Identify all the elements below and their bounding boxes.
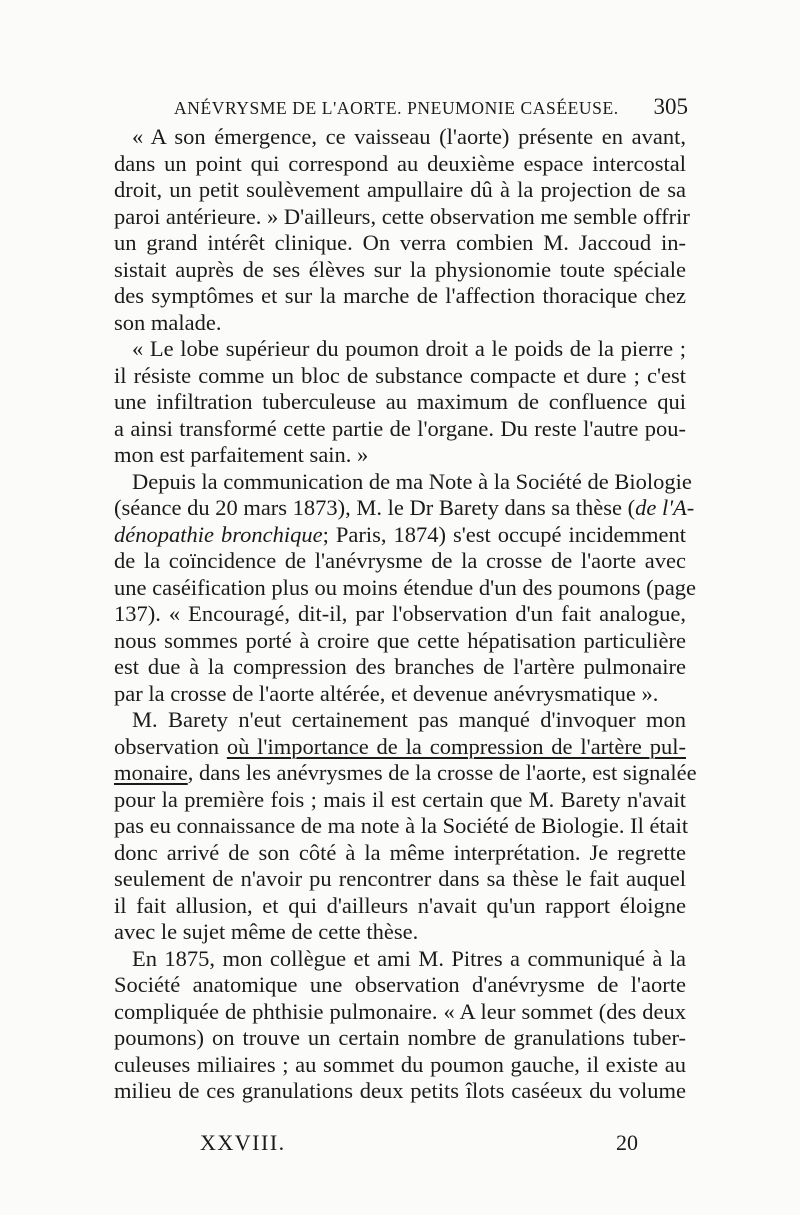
text-line: « Le lobe supérieur du poumon droit a le poids de la pierre ; — [132, 336, 686, 361]
underlined-fragment: monaire — [114, 760, 188, 785]
text-line: une infiltration tuberculeuse au maximum de confluence qui — [114, 389, 686, 414]
sheet-number: 20 — [616, 1130, 638, 1155]
text-line: une caséification plus ou moins étendue d'un des poumons (page — [114, 574, 697, 600]
text-line: des symptômes et sur la marche de l'affection thoracique chez — [114, 283, 686, 308]
text-fragment: observation — [114, 733, 227, 759]
text-line: de la coïncidence de l'anévrysme de la crosse de l'aorte avec — [114, 548, 686, 573]
running-head: ANÉVRYSME DE L'AORTE. PNEUMONIE CASÉEUSE. — [174, 98, 619, 118]
text-line: paroi antérieure. » D'ailleurs, cette observation me semble offrir — [114, 203, 690, 229]
page-header — [112, 94, 688, 124]
text-line: il fait allusion, et qui d'ailleurs n'avait qu'un rapport éloigne — [114, 892, 686, 918]
text-line — [114, 522, 686, 549]
text-line: pour la première fois ; mais il est certain que M. Barety n'avait — [114, 786, 686, 812]
text-line: M. Barety n'eut certainement pas manqué d'invoquer mon — [132, 707, 686, 732]
text-line: donc arrivé de son côté à la même interprétation. Je regrette — [114, 839, 686, 865]
text-fragment: ; Paris, 1874) s'est occupé incidemment — [322, 521, 686, 547]
body-text — [114, 124, 697, 1105]
text-line: nous sommes porté à croire que cette hépatisation particulière — [114, 627, 686, 653]
text-line: mon est parfaitement sain. » — [114, 442, 369, 467]
text-line — [114, 760, 697, 787]
signature-mark: XXVIII. — [200, 1130, 286, 1155]
text-line: seulement de n'avoir pu rencontrer dans sa thèse le fait auquel — [114, 866, 686, 891]
text-line — [114, 495, 695, 522]
text-line: compliquée de phthisie pulmonaire. « A leur sommet (des deux — [114, 998, 686, 1024]
text-line: il résiste comme un bloc de substance compacte et dure ; c'est — [114, 362, 686, 388]
underlined-fragment: où l'importance de la compression de l'artère pul- — [226, 733, 686, 759]
text-line: avec le sujet même de cette thèse. — [114, 919, 419, 944]
page-number: 305 — [653, 94, 688, 119]
text-line: poumons) on trouve un certain nombre de granulations tuber- — [114, 1025, 686, 1050]
text-line: milieu de ces granulations deux petits îlots caséeux du volume — [114, 1078, 686, 1103]
text-line: 137). « Encouragé, dit-il, par l'observation d'un fait analogue, — [114, 601, 686, 626]
text-line: par la crosse de l'aorte altérée, et devenue anévrysmatique ». — [114, 680, 659, 706]
text-line: Depuis la communication de ma Note à la Société de Biologie — [132, 468, 692, 494]
text-line — [114, 734, 686, 761]
text-line: « A son émergence, ce vaisseau (l'aorte) présente en avant, — [132, 124, 686, 149]
text-fragment: (séance du 20 mars 1873), M. le Dr Barety dans sa thèse ( — [114, 495, 636, 520]
text-line: pas eu connaissance de ma note à la Société de Biologie. Il était — [114, 813, 689, 838]
text-line: Société anatomique une observation d'anévrysme de l'aorte — [114, 972, 686, 997]
text-fragment: , dans les anévrysmes de la crosse de l'aorte, est signalée — [187, 760, 697, 785]
text-line: un grand intérêt clinique. On verra combien M. Jaccoud in- — [114, 230, 686, 255]
text-line: sistait auprès de ses élèves sur la physionomie toute spéciale — [114, 256, 686, 282]
text-line: son malade. — [114, 309, 222, 335]
italic-title: dénopathie bronchique — [114, 521, 323, 547]
page-footer — [114, 1130, 686, 1160]
text-line: dans un point qui correspond au deuxième espace intercostal — [114, 150, 686, 176]
text-line: a ainsi transformé cette partie de l'organe. Du reste l'autre pou- — [114, 415, 686, 441]
text-line: culeuses miliaires ; au sommet du poumon gauche, il existe au — [114, 1051, 686, 1077]
text-line: droit, un petit soulèvement ampullaire dû à la projection de sa — [114, 177, 686, 202]
italic-fragment: de l'A- — [635, 495, 695, 520]
text-line: est due à la compression des branches de l'artère pulmonaire — [114, 654, 686, 679]
text-line: En 1875, mon collègue et ami M. Pitres a communiqué à la — [132, 945, 686, 971]
